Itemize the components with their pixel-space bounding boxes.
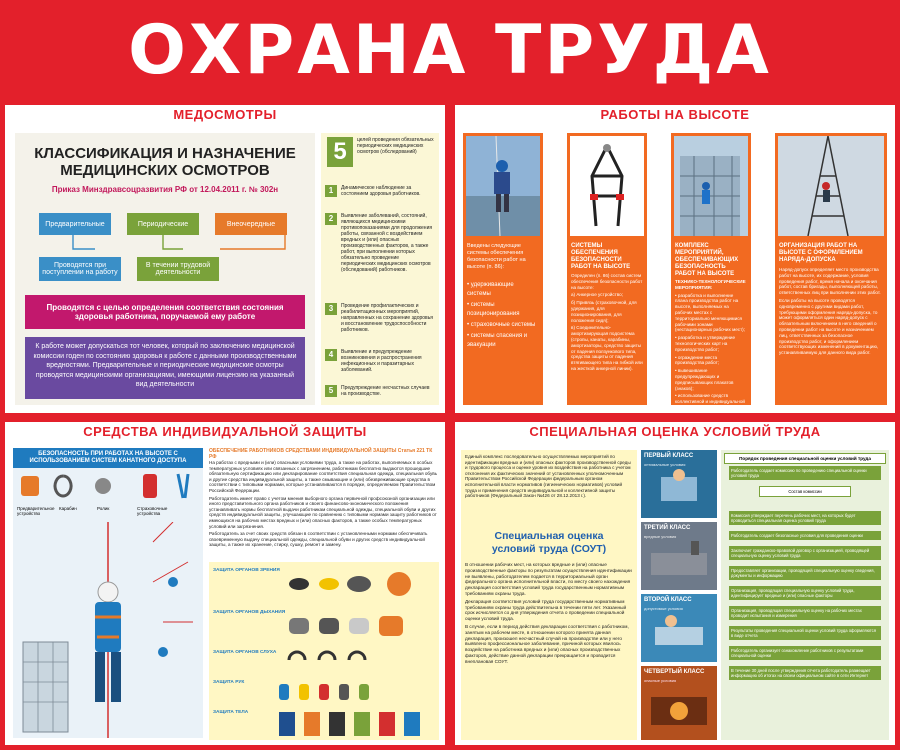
ppe-paragraph: Работодатель за счет своих средств обязан в соответствии с установленными нормами обеспечивать своевременную выдачу специальной одежды, специальной обуви и других средств индивидуальной защиты, а также их хранение, стирку, сушку, ремонт и замену.: [209, 531, 428, 548]
sout-intro: Единый комплекс последовательно осуществляемых мероприятий по идентификации вредных и (или) опасных факторов производственной среды и трудового процесса и оценке уровня их воздействия на работника с учетом отклонения их фактических значений от установленных уполномоченным Правительством Российской Федерации федеральным органом исполнительной власти нормативов (гигиенических нормативов) условий труда и применения средств индивидуальной и коллективной защиты работников (Федеральный Закон №426 от 28.12.2013 г.).: [465, 454, 631, 499]
order-reference: Приказ Минздравсоцразвития РФ от 12.04.2011 г. № 302н: [51, 185, 279, 194]
equipment-icons: [13, 468, 203, 528]
equipment-label: Ролик: [97, 506, 110, 511]
flow-step: Работодатель создает безопасные условия для проведения оценки: [729, 531, 881, 540]
sout-paragraph: В отношении рабочих мест, на которых вредные и (или) опасные производственные факторы по результатам осуществления идентификации не выявлены, работодателем подается в территориальный орган федерального органа исполнительной власти, по месту своего нахождения декларация соответствия условий труда государственным нормативным требованиям охраны труда.: [465, 562, 632, 596]
class-label: ВТОРОЙ КЛАСС: [644, 597, 692, 603]
ppe-panel: [5, 422, 445, 745]
aim-number: 1: [325, 185, 337, 197]
sout-heading: [461, 530, 637, 556]
tower-photo: [778, 136, 884, 236]
sout-text-block: [461, 450, 637, 740]
subtype-hiring: Проводятся при поступлении на работу: [39, 257, 121, 281]
aim-text: Выявление заболеваний, состояний, являющихся медицинскими противопоказаниями для продолжения работы, связанной с воздействием вредных и (или) опасных производственных факторов, а также работ, при выполнении которых обязательно проведение периодических медицинских осмотров (обследований) работников.: [341, 213, 433, 273]
height-column: [463, 133, 543, 405]
flow-steps: [729, 466, 881, 680]
worker-icon: [641, 611, 717, 651]
flow-chart: [721, 450, 889, 740]
harness-photo: [570, 136, 644, 236]
height-column-title: КОМПЛЕКС МЕРОПРИЯТИЙ, ОБЕСПЕЧИВАЮЩИХ БЕЗОПАСНОСТЬ РАБОТ НА ВЫСОТЕ: [675, 243, 739, 277]
type-preliminary: Предварительные: [39, 213, 111, 235]
class-card: [641, 594, 717, 662]
height-column: [775, 133, 887, 405]
furnace-icon: [641, 683, 717, 729]
ppe-paragraph: Работодатель имеет право с учетом мнения выборного органа первичной профсоюзной организации или иного представительного органа работников и своего финансово-экономического положения устанавливать нормы бесплатной выдачи работникам специальной одежды, специальной обуви и других средств индивидуальной защиты, улучшающие по сравнению с типовыми нормами защиту работников от имеющихся на рабочих местах вредных и (или) опасных факторов, а также особых температурных условий или загрязнения.: [209, 495, 437, 529]
medical-panel: [5, 105, 445, 413]
height-list-item: ТЕХНИКО-ТЕХНОЛОГИЧЕСКИЕ МЕРОПРИЯТИЯ:: [675, 279, 746, 290]
aim-number: 2: [325, 213, 337, 225]
height-list-item: • разработка и утверждение технологических карт на производство работ;: [675, 335, 735, 352]
climber-photo: [466, 136, 540, 236]
height-list-item: • использование средств коллективной и индивидуальной защиты.: [675, 393, 745, 410]
equipment-label: Предварительное устройство: [17, 506, 55, 516]
rope-access-illustration: [13, 522, 203, 738]
classification-title-line: КЛАССИФИКАЦИЯ И НАЗНАЧЕНИЕ: [34, 145, 296, 162]
flow-step: Организация, проводящая специальную оценку на рабочих местах проводит испытания и измерения: [729, 606, 881, 620]
class-card: [641, 450, 717, 518]
flow-step: Организация, проводящая специальную оценку условий труда, идентифицирует вредные и (или) опасные факторы: [729, 586, 881, 600]
sout-paragraphs: [465, 562, 633, 667]
height-column-title: СИСТЕМЫ ОБЕСПЕЧЕНИЯ БЕЗОПАСНОСТИ РАБОТ НА ВЫСОТЕ: [571, 243, 631, 270]
height-list-item: • удерживающие системы: [467, 282, 514, 297]
ppe-group-hands: ЗАЩИТА РУК: [213, 680, 245, 685]
height-column-list: [675, 279, 747, 413]
class-note: вредные условия: [644, 534, 677, 539]
height-column: [671, 133, 751, 410]
height-list-item: б) Привязь (страховочной, для удержания, для позиционирования, для положения сидя);: [571, 300, 637, 323]
height-column-list: [467, 281, 539, 352]
flow-title: Порядок проведения специальной оценки условий труда: [724, 453, 886, 464]
height-list-item: • страховочные системы: [467, 322, 536, 328]
subtype-employment: В течении трудовой деятельности: [137, 257, 219, 281]
factory-icon: [641, 539, 717, 579]
sout-paragraph: Декларация соответствия условий труда государственным нормативным требованиям охраны труда действительна в течении пяти лет. Указанный срок исчисляется со дня утверждения отчета о проведении специальной оценки условий труда.: [465, 598, 627, 622]
class-card: [641, 666, 717, 740]
ppe-catalog: [209, 562, 439, 740]
height-column-title: Введены следующие системы обеспечения безопасности работ на высоте (п. 86):: [467, 243, 526, 270]
equipment-label: Страховочные устройства: [137, 506, 168, 516]
worker-icon: [641, 467, 717, 507]
classification-box: [15, 133, 315, 405]
class-label: ПЕРВЫЙ КЛАСС: [644, 453, 694, 459]
height-list-item: • системы позиционирования: [467, 302, 520, 317]
aims-header-text: целей проведения обязательных периодических медицинских осмотров (обследований): [357, 137, 434, 155]
flow-step: Состав комиссии: [759, 486, 851, 497]
ppe-items-illustration: [209, 562, 439, 740]
height-list-item: в) Соединительно-амортизирующая подсистема (стропы, канаты, карабины, амортизаторы, средство защиты от падения ползункового типа, средства защиты от падения втягивающего типа на гибкой или на жесткой анкерной линии).: [571, 325, 643, 371]
sout-heading-line: Специальная оценка: [494, 530, 604, 542]
flow-step: Предоставляет организации, проводящей специальную оценку сведения, документы и информацию: [729, 566, 881, 580]
flow-step: Работодатель создает комиссию по проведению специальной оценки условий труда: [729, 466, 881, 480]
height-list-item: а) Анкерное устройство;: [571, 292, 623, 298]
equipment-label: Карабин: [59, 506, 77, 511]
sout-title: СПЕЦИАЛЬНАЯ ОЦЕНКА УСЛОВИЙ ТРУДА: [529, 424, 821, 439]
height-panel: [455, 105, 895, 413]
height-column: [567, 133, 647, 405]
class-card: [641, 522, 717, 590]
flow-step: В течение 30 дней после утверждения отчета работодатель размещает информацию об итогах на своем официальном сайте в сети Интернет: [729, 666, 881, 680]
aim-text: Предупреждение несчастных случаев на производстве.: [341, 385, 430, 397]
ppe-group-breathing: ЗАЩИТА ОРГАНОВ ДЫХАНИЯ: [213, 610, 286, 615]
flow-step: Заключает гражданско-правовой договор с организацией, проводящей специальную оценку условий труда: [729, 546, 881, 560]
height-list-item: • ограждение места производства работ;: [675, 354, 719, 366]
aim-number: 3: [325, 303, 337, 315]
medical-title: МЕДОСМОТРЫ: [173, 107, 277, 122]
classification-title-line: МЕДИЦИНСКИХ ОСМОТРОВ: [60, 162, 270, 179]
scaffold-photo: [674, 136, 748, 236]
aim-text: Проведение профилактических и реабилитационных мероприятий, направленных на сохранение здоровья и восстановление трудоспособности работников.: [341, 303, 434, 333]
height-list-item: Если работы на высоте проводятся одновременно с другими видами работ, требующими оформления наряда-допуска, то может оформляться один наряд-допуск с обязательным включением в него сведений о проведении работ на высоте и назначением лиц, ответственных за безопасное производство работ, и оформлением соответствующих изменений в документацию, устанавливаемую для данного вида работ.: [779, 297, 879, 356]
aims-header: [325, 137, 435, 173]
type-extraordinary: Внеочередные: [215, 213, 287, 235]
height-list-item: • вывешивание предупреждающих и предписывающих плакатов (знаков);: [675, 368, 734, 391]
height-column-list: [571, 273, 643, 374]
class-label: ЧЕТВЕРТЫЙ КЛАСС: [644, 669, 705, 675]
rope-access-block: [13, 448, 203, 738]
aim-text: Выявление и предупреждение возникновения и распространения инфекционных и паразитарных заболеваний.: [341, 349, 422, 373]
aim-text: Динамическое наблюдение за состоянием здоровья работников.: [341, 185, 421, 197]
height-list-item: • системы спасения и эвакуации: [467, 333, 528, 348]
height-list-item: • разработка и выполнение плана производства работ на высоте, выполняемых на рабочих местах с территориально меняющимися рабочими зонами (нестационарных рабочих мест);: [675, 292, 745, 333]
ppe-group-hearing: ЗАЩИТА ОРГАНОВ СЛУХА: [213, 650, 277, 655]
aim-number: 5: [325, 385, 337, 397]
ppe-group-eyes: ЗАЩИТА ОРГАНОВ ЗРЕНИЯ: [213, 568, 280, 573]
height-title: РАБОТЫ НА ВЫСОТЕ: [600, 107, 750, 122]
ppe-group-body: ЗАЩИТА ТЕЛА: [213, 710, 249, 715]
height-list-item: Определен (п. 86) состав систем обеспечения безопасности работ на высоте:: [571, 273, 643, 290]
ppe-text: [209, 460, 439, 548]
flow-step: Работодатель организует ознакомление работников с результатами специальной оценки: [729, 646, 881, 660]
class-note: допустимые условия: [644, 606, 683, 611]
height-list-item: Наряд-допуск определяет место производства работ на высоте, их содержание, условия проведения работ, время начала и окончания работ, состав бригады, выполняющей работы, ответственных лиц при выполнении этих работ.: [779, 267, 881, 296]
class-label: ТРЕТИЙ КЛАСС: [644, 525, 691, 531]
sout-panel: [455, 422, 895, 745]
type-periodic: Периодические: [127, 213, 199, 235]
flow-step: Комиссия утверждает перечень рабочих мест, на которых будет проводиться специальная оценка условий труда: [729, 511, 881, 525]
class-illustrations: [641, 450, 717, 740]
aim-number: 4: [325, 349, 337, 361]
sout-heading-line: условий труда (СОУТ): [491, 543, 607, 555]
admission-box: К работе может допускаться тот человек, который по заключению медицинской комиссии годен по состоянию здоровья к работе с данными производственными вредностями. Предварительные и периодические медицинские осмотры проводятся медицинскими организациями, имеющими лицензию на указанный вид деятельности: [25, 337, 305, 399]
purpose-bar: Проводятся с целью определения соответствия состояния здоровья работника, поручаемой ему работе: [25, 295, 305, 329]
flow-step: Результаты проведения специальной оценки условий труда оформляются в виде отчета: [729, 626, 881, 640]
sout-paragraph: В случае, если в период действия декларации соответствия с работником, занятым на рабочем месте, в отношении которого принята данная декларация, произошел несчастный случай на производстве или у него выявлено профессиональное заболевание, причиной которых явилось воздействие на работника вредных и (или) опасных производственных факторов, действие данной декларации прекращается и проводится внеплановая СОУТ.: [465, 623, 629, 664]
class-note: оптимальные условия: [644, 462, 686, 467]
aims-number: 5: [327, 137, 353, 167]
ppe-title: СРЕДСТВА ИНДИВИДУАЛЬНОЙ ЗАЩИТЫ: [83, 424, 367, 439]
ppe-text-title: ОБЕСПЕЧЕНИЕ РАБОТНИКОВ СРЕДСТВАМИ ИНДИВИДУАЛЬНОЙ ЗАЩИТЫ Статья 221 ТК РФ: [209, 448, 433, 460]
ppe-text-block: [209, 448, 439, 560]
ppe-paragraph: На работах с вредными и (или) опасными условиями труда, а также на работах, выполняемых в особых температурных условиях или связанных с загрязнением, работникам бесплатно выдаются прошедшие обязательную сертификацию или декларирование соответствия специальная одежда, специальная обувь и другие средства индивидуальной защиты, а также смывающие и (или) обезвреживающие средства в соответствии с типовыми нормами, которые устанавливаются в порядке, определяемом Правительством Российской Федерации.: [209, 460, 438, 493]
class-note: опасные условия: [644, 678, 677, 683]
height-column-title: ОРГАНИЗАЦИЯ РАБОТ НА ВЫСОТЕ С ОФОРМЛЕНИЕМ НАРЯДА-ДОПУСКА: [779, 243, 863, 263]
poster-title: ОХРАНА ТРУДА: [128, 11, 772, 90]
aims-box: [321, 133, 439, 405]
rope-access-title: БЕЗОПАСНОСТЬ ПРИ РАБОТАХ НА ВЫСОТЕ С ИСПОЛЬЗОВАНИЕМ СИСТЕМ КАНАТНОГО ДОСТУПА: [13, 448, 203, 468]
height-column-list: [779, 267, 883, 358]
